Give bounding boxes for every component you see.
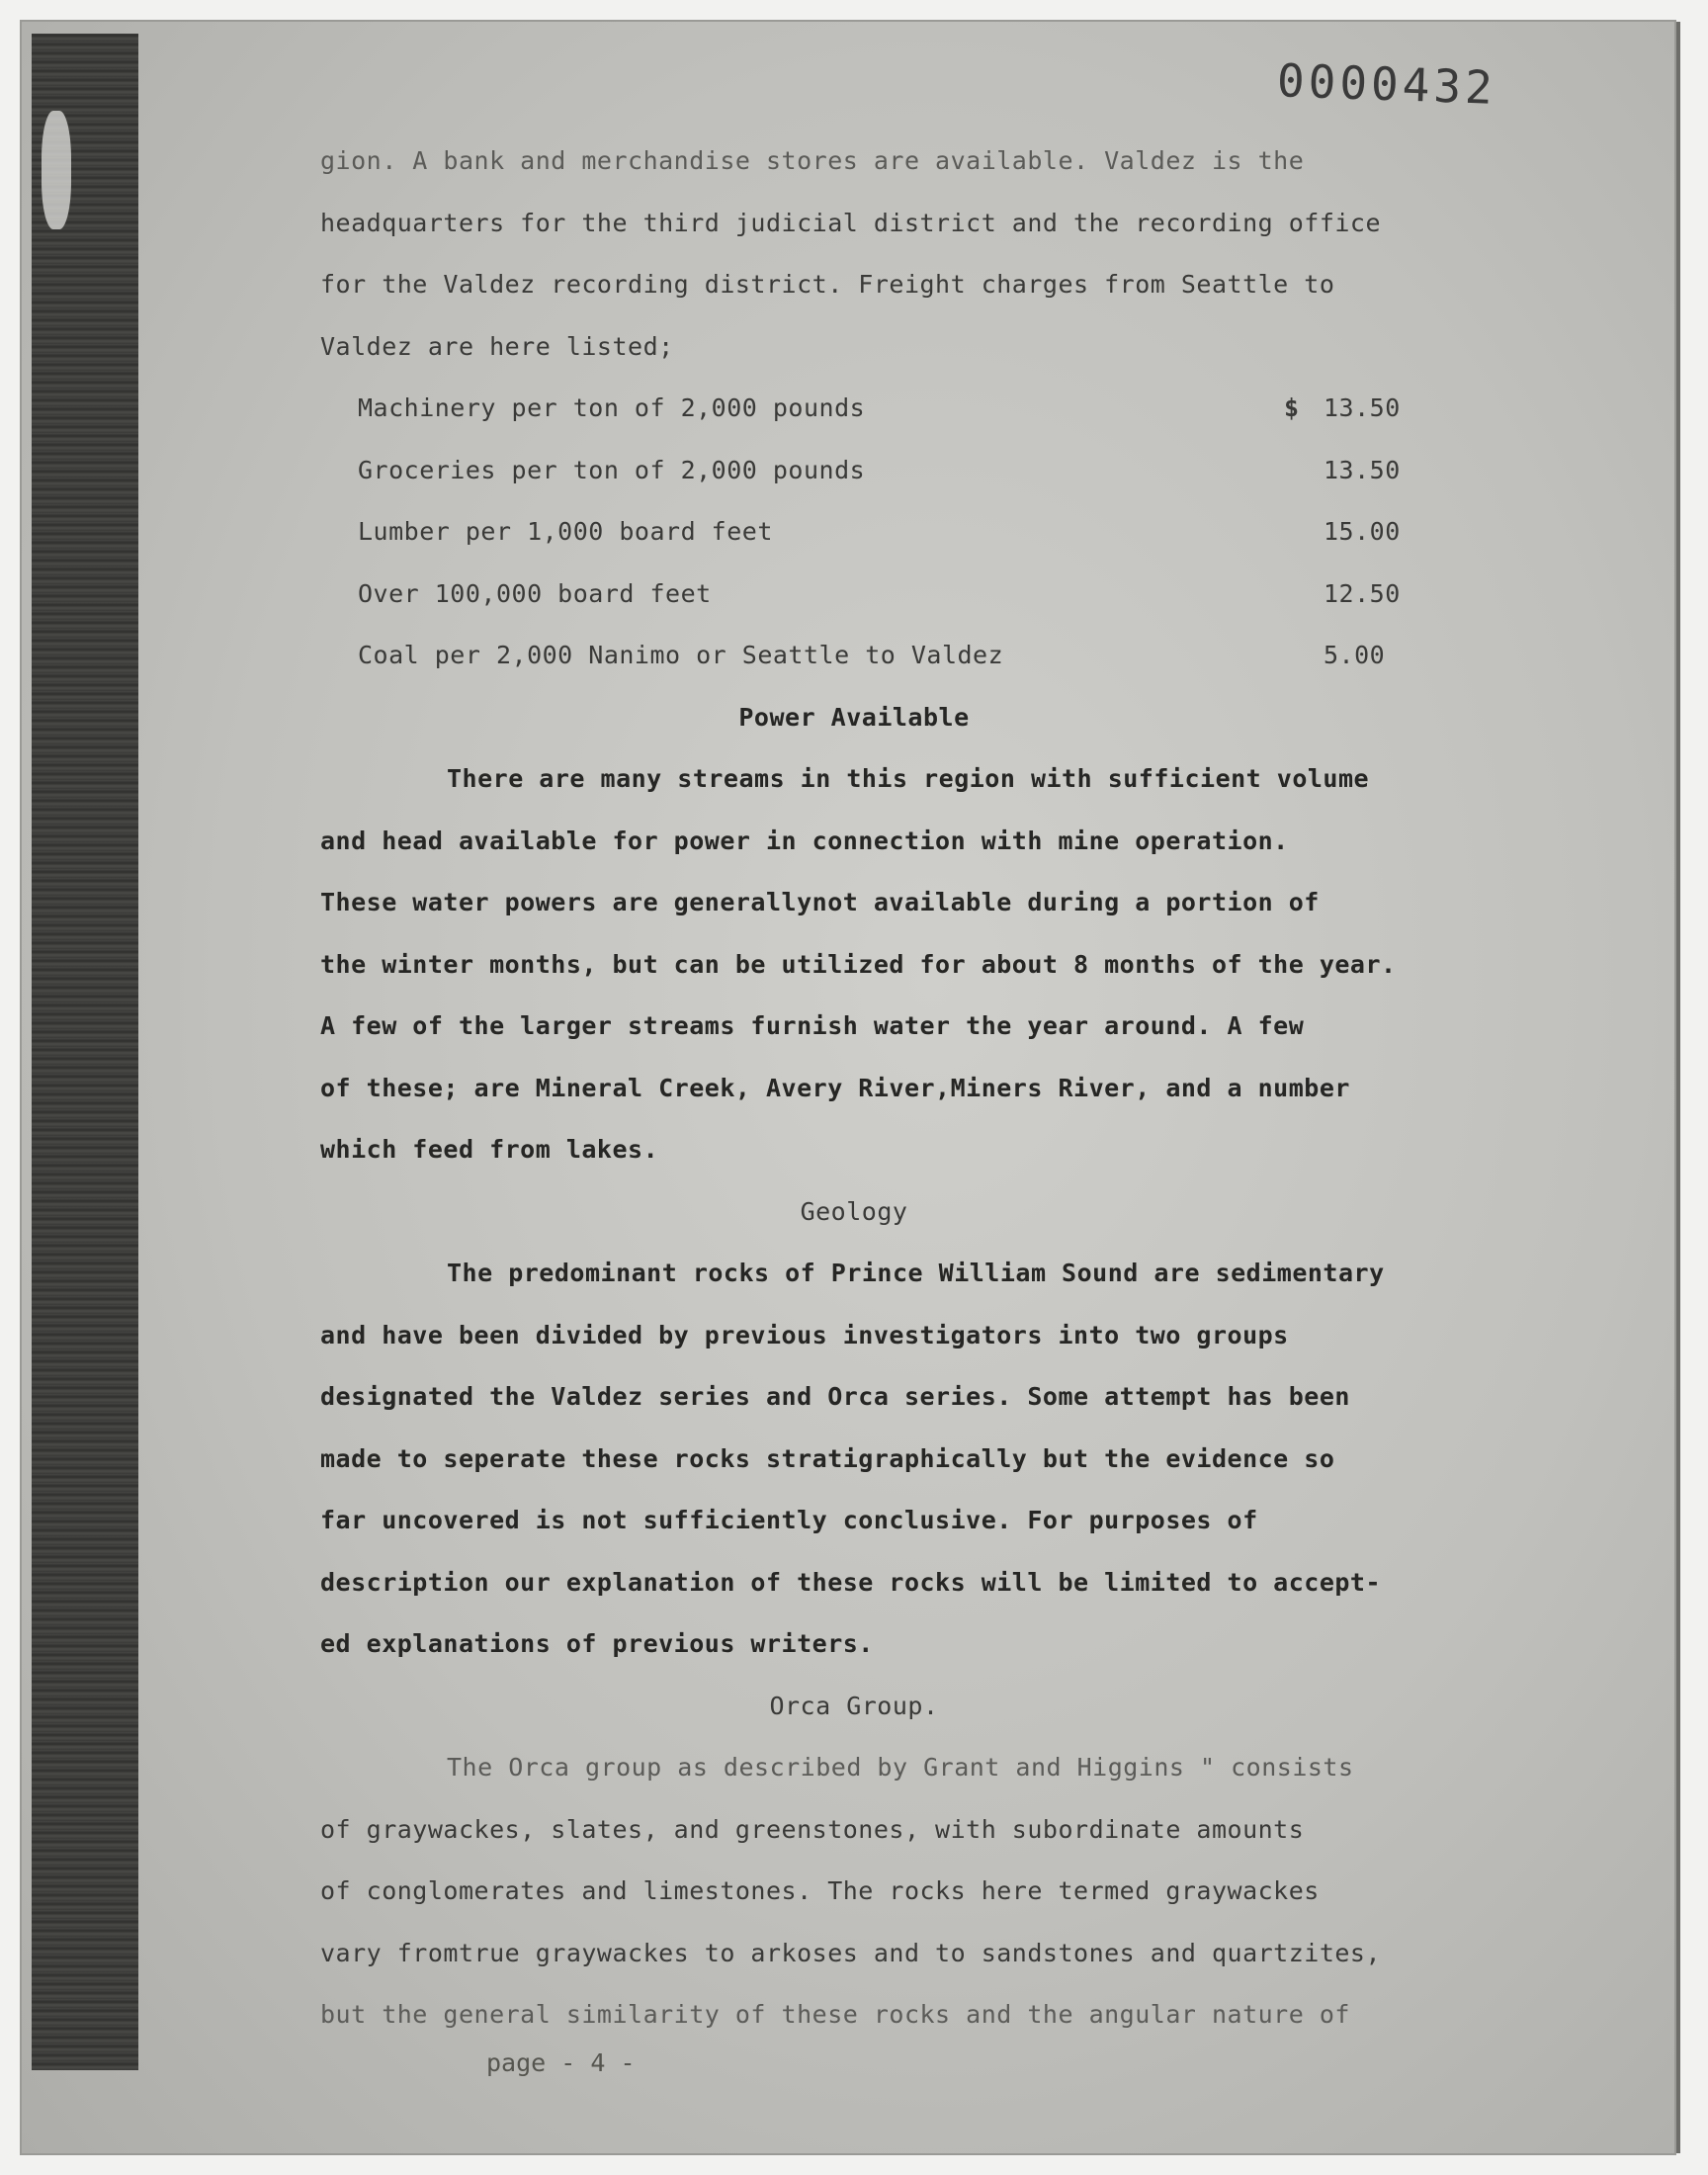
paragraph-line: A few of the larger streams furnish water the year around. A few (320, 1011, 1305, 1040)
paragraph-line: and have been divided by previous investigators into two groups (320, 1320, 1289, 1349)
freight-amount: 12.50 (1324, 578, 1401, 608)
paragraph-line: designated the Valdez series and Orca series. Some attempt has been (320, 1382, 1350, 1411)
scanned-page (22, 22, 1674, 2153)
document-stamp-number: 0000432 (1276, 53, 1497, 115)
freight-rate-table (320, 378, 1635, 687)
paragraph-line: the winter months, but can be utilized for about 8 months of the year. (320, 949, 1397, 979)
paragraph-line: The Orca group as described by Grant and Higgins " consists (447, 1753, 1354, 1782)
intro-line: for the Valdez recording district. Freight charges from Seattle to (320, 270, 1335, 299)
paragraph-line: ed explanations of previous writers. (320, 1629, 874, 1658)
paragraph-line: of graywackes, slates, and greenstones, with subordinate amounts (320, 1814, 1305, 1844)
freight-item: Coal per 2,000 Nanimo or Seattle to Valdez (358, 641, 1004, 669)
paragraph-line: vary fromtrue graywackes to arkoses and to sandstones and quartzites, (320, 1938, 1382, 1967)
intro-line: gion. A bank and merchandise stores are available. Valdez is the (320, 146, 1305, 175)
paragraph-line: These water powers are generallynot available during a portion of (320, 888, 1320, 916)
freight-rate-row (320, 378, 1635, 440)
paragraph-line: There are many streams in this region with sufficient volume (447, 764, 1370, 793)
paragraph-line: of these; are Mineral Creek, Avery River,Miners River, and a number (320, 1073, 1350, 1102)
freight-rate-row (320, 440, 1635, 502)
freight-rate-row (320, 501, 1635, 564)
freight-amount: 15.00 (1324, 517, 1401, 546)
intro-line: headquarters for the third judicial district and the recording office (320, 208, 1382, 237)
paragraph-line: but the general similarity of these rocks and the angular nature of (320, 2000, 1350, 2029)
paragraph-line: description our explanation of these rocks will be limited to accept- (320, 1567, 1382, 1597)
freight-amount: 5.00 (1324, 641, 1386, 669)
paragraph-line: made to seperate these rocks stratigraphically but the evidence so (320, 1443, 1335, 1473)
freight-item: Groceries per ton of 2,000 pounds (358, 455, 866, 484)
paragraph-line: and head available for power in connection with mine operation. (320, 826, 1289, 855)
paragraph-line: of conglomerates and limestones. The rocks here termed graywackes (320, 1876, 1320, 1905)
freight-item: Over 100,000 board feet (358, 578, 712, 608)
document-body (320, 130, 1635, 2046)
intro-line: Valdez are here listed; (320, 331, 674, 361)
freight-amount: 13.50 (1324, 455, 1401, 484)
freight-rate-row (320, 564, 1635, 626)
currency-symbol: $ (1284, 393, 1300, 422)
freight-item: Machinery per ton of 2,000 pounds (358, 393, 866, 422)
paragraph-line: The predominant rocks of Prince William Sound are sedimentary (447, 1259, 1385, 1287)
binding-strip (32, 34, 138, 2070)
paragraph-line: which feed from lakes. (320, 1135, 659, 1164)
freight-amount: 13.50 (1324, 393, 1401, 422)
page-number: page - 4 - (486, 2048, 636, 2077)
section-heading-geology: Geology (800, 1196, 908, 1226)
section-heading-power: Power Available (738, 702, 970, 732)
freight-item: Lumber per 1,000 board feet (358, 517, 773, 546)
section-heading-orca-group: Orca Group. (769, 1691, 939, 1720)
binding-blot (42, 111, 71, 229)
freight-rate-row (320, 625, 1635, 687)
paragraph-line: far uncovered is not sufficiently conclusive. For purposes of (320, 1506, 1258, 1534)
